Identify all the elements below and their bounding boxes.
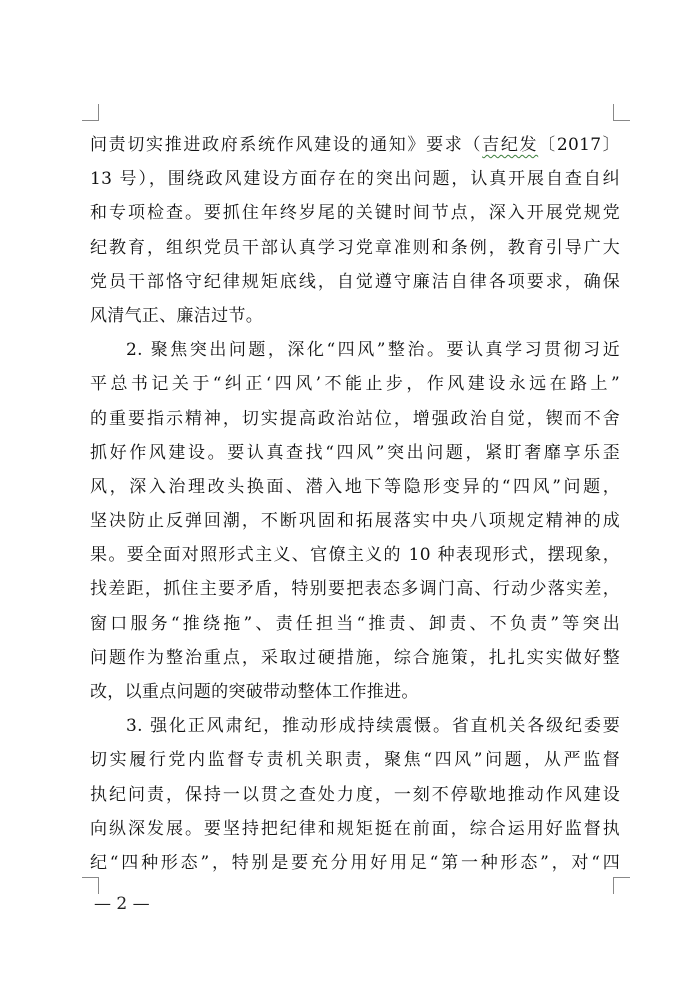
text-line <box>90 128 620 162</box>
text-line: 坚决防止反弹回潮，不断巩固和拓展落实中央八项规定精神的成 <box>90 511 620 532</box>
text-line: 纪“四种形态”，特别是要充分用好用足“第一种形态”，对“四 <box>90 852 620 873</box>
paragraph-heading-line: 2. 聚焦突出问题，深化“四风”整治。要认真学习贯彻习近 <box>126 340 620 361</box>
text-line: 窗口服务“推绕拖”、责任担当“推责、卸责、不负责”等突出 <box>90 613 620 634</box>
text-line-end: 〔2017〕 <box>538 135 620 155</box>
text-line: 风，深入治理改头换面、潜入地下等隐形变异的“四风”问题， <box>90 476 620 497</box>
text-line: 抓好作风建设。要认真查找“四风”突出问题，紧盯奢靡享乐歪 <box>90 442 620 463</box>
text-line: 党员干部恪守纪律规矩底线，自觉遵守廉洁自律各项要求，确保 <box>90 271 620 292</box>
text-line: 平总书记关于“纠正‘四风’不能止步，作风建设永远在路上” <box>90 374 620 395</box>
text-line: 果。要全面对照形式主义、官僚主义的 10 种表现形式，摆现象， <box>90 545 620 566</box>
text-line: 切实履行党内监督专责机关职责，聚焦“四风”问题，从严监督 <box>90 750 620 771</box>
crop-mark-top-left <box>82 104 99 121</box>
text-line-start: 问责切实推进政府系统作风建设的通知》要求（ <box>90 135 483 155</box>
text-line: 和专项检查。要抓住年终岁尾的关键时间节点，深入开展党规党 <box>90 203 620 224</box>
text-line: 的重要指示精神，切实提高政治站位，增强政治自觉，锲而不舍 <box>90 408 620 429</box>
text-line: 向纵深发展。要坚持把纪律和规矩挺在前面，综合运用好监督执 <box>90 818 620 839</box>
text-line: 13 号），围绕政风建设方面存在的突出问题，认真开展自查自纠 <box>90 169 620 190</box>
spellcheck-marked-word[interactable]: 吉纪发 <box>482 135 539 155</box>
text-line: 执纪问责，保持一以贯之查处力度，一刻不停歇地推动作风建设 <box>90 784 620 805</box>
paragraph-heading-line: 3. 强化正风肃纪，推动形成持续震慑。省直机关各级纪委要 <box>126 716 620 737</box>
crop-mark-top-right <box>613 104 630 121</box>
text-line: 纪教育，组织党员干部认真学习党章准则和条例，教育引导广大 <box>90 237 620 258</box>
text-line: 问题作为整治重点，采取过硬措施，综合施策，扎扎实实做好整 <box>90 647 620 668</box>
text-line: 找差距，抓住主要矛盾，特别要把表态多调门高、行动少落实差， <box>90 579 620 600</box>
text-line: 风清气正、廉洁过节。 <box>90 305 263 326</box>
page-number: — 2 — <box>94 894 150 914</box>
text-line: 改，以重点问题的突破带动整体工作推进。 <box>90 682 419 702</box>
document-body <box>90 128 620 880</box>
